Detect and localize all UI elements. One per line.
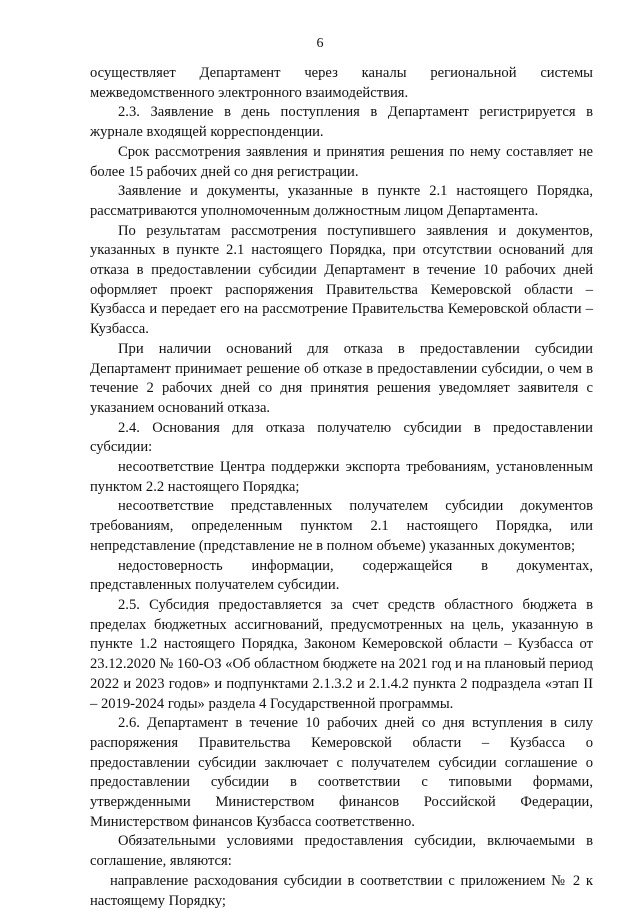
paragraph-2-3: 2.3. Заявление в день поступления в Департамент регистрируется в журнале входящей корреспонденции.: [90, 104, 593, 141]
paragraph-review-period: Срок рассмотрения заявления и принятия решения по нему составляет не более 15 рабочих дней со дня регистрации.: [90, 143, 593, 180]
paragraph-continuation: осуществляет Департамент через каналы региональной системы межведомственного электронного взаимодействия.: [90, 65, 593, 101]
paragraph-refusal-ground-1: несоответствие Центра поддержки экспорта требованиям, установленным пунктом 2.2 настоящего Порядка;: [90, 459, 593, 495]
paragraph-2-6: 2.6. Департамент в течение 10 рабочих дней со дня вступления в силу распоряжения Правительства Кемеровской области – Кузбасса о предоставлении субсидии заключает с получателем субсидии соглашение о предоставлении субсидии в соответствии с типовыми формами, утвержденными Министерством финансов Российской Федерации, Министерством финансов Кузбасса соответственно.: [90, 715, 593, 830]
paragraph-refusal-ground-2: несоответствие представленных получателем субсидии документов требованиям, определенным пунктом 2.1 настоящего Порядка, или непредставление (представление не в полном объеме) указанных документов;: [90, 498, 593, 554]
paragraph-spending-direction: направление расходования субсидии в соответствии с приложением № 2 к настоящему Порядку;: [90, 872, 593, 909]
paragraph-mandatory-conditions: Обязательными условиями предоставления субсидии, включаемыми в соглашение, являются:: [90, 833, 593, 870]
document-body: [90, 64, 593, 911]
page-number: 6: [316, 36, 324, 51]
paragraph-2-5: 2.5. Субсидия предоставляется за счет средств областного бюджета в пределах бюджетных ассигнований, предусмотренных на цель, указанную в пункте 1.2 настоящего Порядка, Законом Кемеровской области – Кузбасса от 23.12.2020 № 160-ОЗ «Об областном бюджете на 2021 год и на плановый период 2022 и 2023 годов» и подпунктами 2.1.3.2 и 2.1.4.2 пункта 2 подраздела «этап II – 2019-2024 годы» раздела 4 Государственной программы.: [90, 596, 593, 712]
paragraph-refusal-decision: При наличии оснований для отказа в предоставлении субсидии Департамент принимает решение об отказе в предоставлении субсидии, о чем в течение 2 рабочих дней со дня принятия решения уведомляет заявителя с указанием оснований отказа.: [90, 340, 593, 416]
paragraph-2-4: 2.4. Основания для отказа получателю субсидии в предоставлении субсидии:: [90, 419, 593, 456]
paragraph-refusal-ground-3: недостоверность информации, содержащейся в документах, представленных получателем субсидии.: [90, 557, 593, 594]
paragraph-review-results: По результатам рассмотрения поступившего заявления и документов, указанных в пункте 2.1 настоящего Порядка, при отсутствии оснований для отказа в предоставлении субсидии Департамент в течение 10 рабочих дней оформляет проект распоряжения Правительства Кемеровской области – Кузбасса и передает его на рассмотрение Правительства Кемеровской области – Кузбасса.: [90, 222, 593, 338]
paragraph-review-official: Заявление и документы, указанные в пункте 2.1 настоящего Порядка, рассматриваются уполномоченным должностным лицом Департамента.: [90, 183, 593, 219]
